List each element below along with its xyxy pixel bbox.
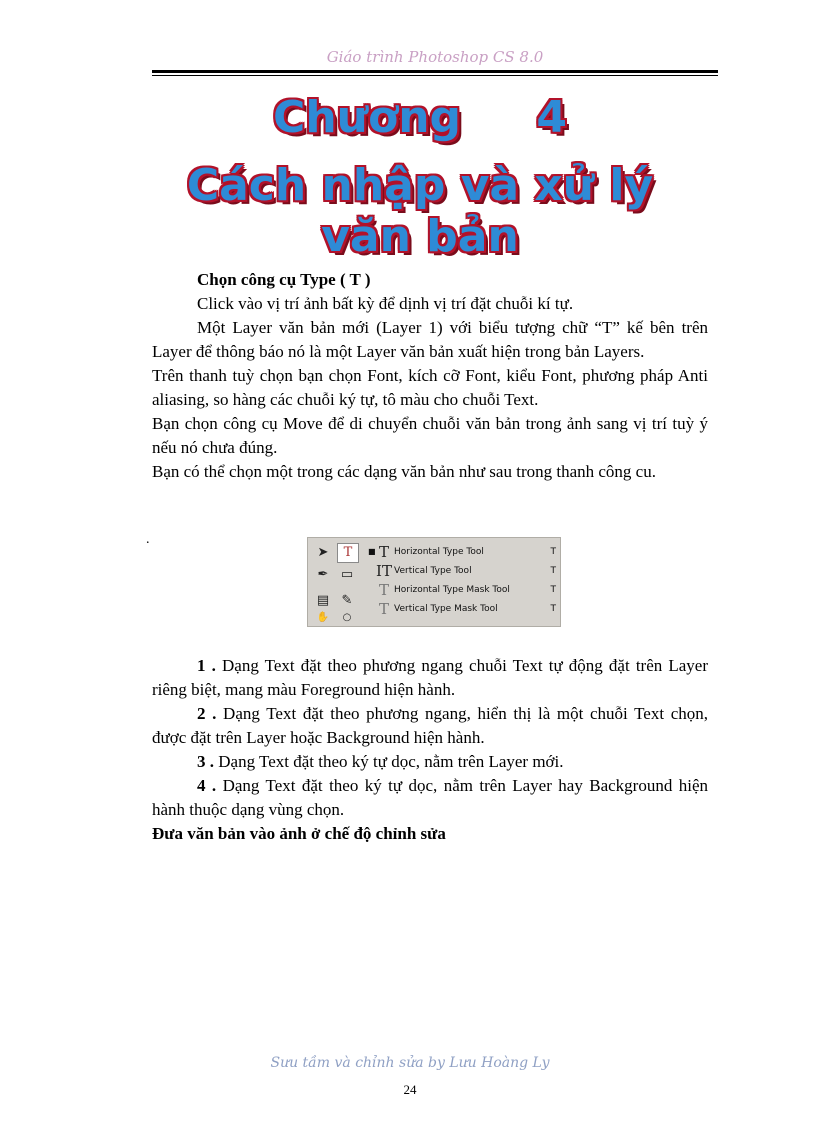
section-heading: Đưa văn bản vào ảnh ở chế độ chỉnh sửa	[152, 824, 446, 843]
footer-credit: Sưu tầm và chỉnh sửa by Lưu Hoàng Ly	[270, 1055, 550, 1071]
list-item: 4 . Dạng Text đặt theo ký tự dọc, nằm trên Layer hay Background hiện hành thuộc dạng vùng chọn.	[152, 776, 709, 819]
vertical-type-icon: ⅠT	[376, 561, 392, 580]
pen-icon: ✒	[317, 567, 329, 582]
horizontal-type-mask-icon: T	[378, 580, 389, 599]
flyout-item: ■ T Horizontal Type Tool T	[368, 542, 556, 561]
header-title: Giáo trình Photoshop CS 8.0	[326, 48, 544, 66]
toolbox-screenshot	[307, 537, 561, 627]
list-item: 2 . Dạng Text đặt theo phương ngang, hiển thị là một chuỗi Text chọn, được đặt trên Layer hoặc Background hiện hành.	[152, 704, 709, 747]
flyout-item: T Vertical Type Mask Tool T	[368, 599, 556, 618]
section-heading: Chọn công cụ Type ( T )	[197, 270, 371, 289]
eyedropper-icon: ✎	[341, 593, 353, 608]
paragraph: Bạn có thể chọn một trong các dạng văn bản như sau trong thanh công cu.	[152, 462, 656, 481]
notes-icon: ▤	[316, 593, 330, 608]
list-item: 1 . Dạng Text đặt theo phương ngang chuỗi Text tự động đặt trên Layer riêng biệt, mang màu Foreground hiện hành.	[152, 656, 709, 699]
list-item: 3 . Dạng Text đặt theo ký tự dọc, nằm trên Layer mới.	[197, 752, 564, 771]
vertical-type-mask-icon: T	[378, 599, 389, 618]
selected-bullet-icon: ■	[368, 547, 376, 556]
horizontal-type-icon: T	[378, 542, 389, 561]
rectangle-icon: ▭	[340, 567, 354, 582]
paragraph: Click vào vị trí ảnh bất kỳ để dịnh vị trí đặt chuỗi kí tự.	[197, 294, 574, 313]
type-tool-icon: T	[337, 543, 359, 563]
zoom-icon: ○	[342, 612, 352, 623]
numbered-list	[152, 654, 708, 846]
header-rule	[152, 70, 718, 73]
paragraph: Bạn chọn công cụ Move để di chuyển chuỗi văn bản trong ảnh sang vị trí tuỳ ý nếu nó chưa đúng.	[152, 414, 708, 457]
flyout-item: ⅠT Vertical Type Tool T	[376, 561, 556, 580]
flyout-item: T Horizontal Type Mask Tool T	[368, 580, 556, 599]
document-body	[152, 268, 708, 484]
hand-icon: ✋	[316, 612, 330, 623]
move-arrow-icon: ➤	[317, 545, 329, 560]
header-rule-thin	[152, 75, 718, 76]
stray-dot: .	[146, 532, 150, 547]
chapter-title: Cách nhập và xử lý văn bản	[186, 160, 654, 262]
chapter-number: Chương 4	[273, 92, 567, 143]
type-tool-flyout	[368, 542, 556, 618]
paragraph: Một Layer văn bản mới (Layer 1) với biểu tượng chữ “T” kế bên trên Layer để thông báo nó là một Layer văn bản xuất hiện trong bản Layers.	[152, 318, 708, 361]
page-number: 24	[403, 1082, 417, 1097]
paragraph: Trên thanh tuỳ chọn bạn chọn Font, kích cỡ Font, kiểu Font, phương pháp Anti aliasing, so hàng các chuỗi ký tự, tô màu cho chuỗi Text.	[152, 366, 708, 409]
